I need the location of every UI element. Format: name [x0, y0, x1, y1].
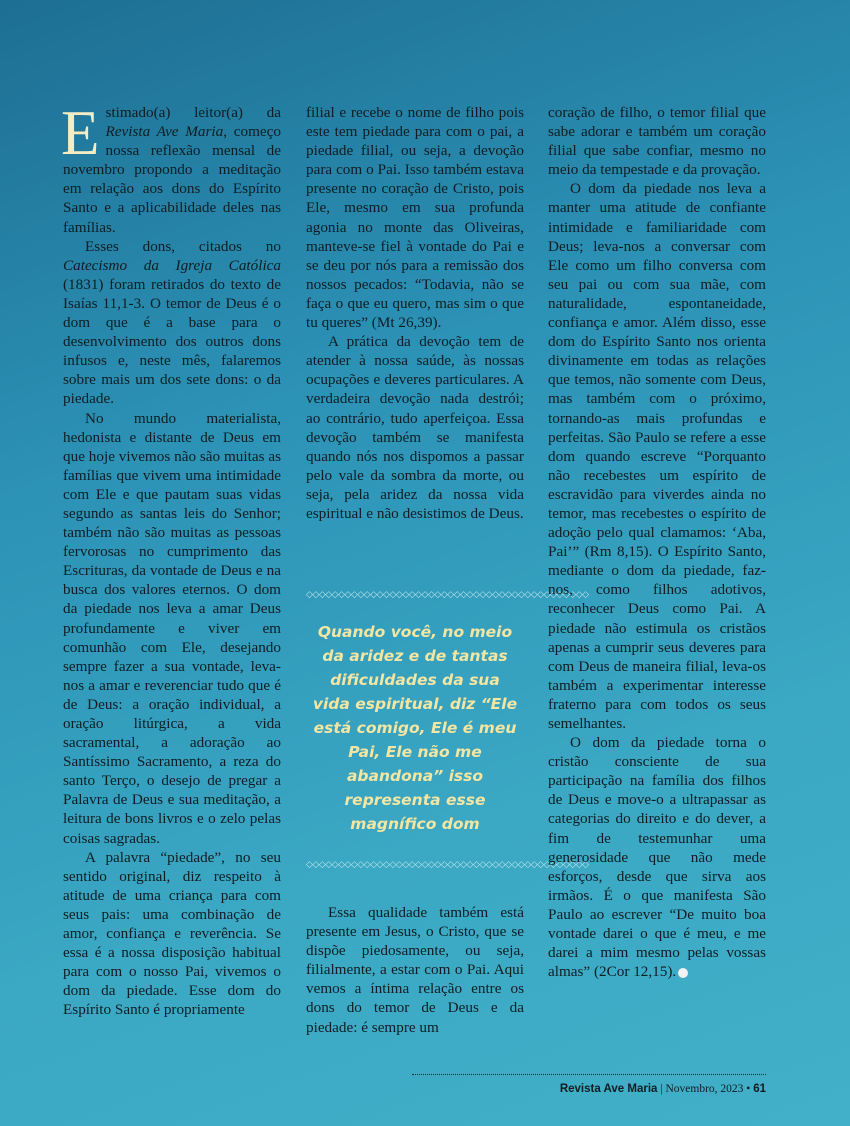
column-2-continued: [306, 903, 524, 1037]
magazine-name: Revista Ave Maria: [105, 123, 224, 141]
paragraph: filial e recebe o nome de filho pois este tem piedade para com o pai, a piedade filial, ou seja, a devoção para com o Pai. Isso também estava presente no coração de Cristo, pois Ele, mesmo em sua profunda agonia no monte das Oliveiras, manteve-se fiel à vontade do Pai e se deu por nós para a remissão dos nossos pecados: “Todavia, não se faça o que eu quero, mas sim o que tu queres” (Mt 26,39).: [306, 104, 524, 332]
pull-quote: Quando você, no meio da aridez e de tantas dificuldades da sua vida espiritual, diz “Ele está comigo, Ele é meu Pai, Ele não me abandona” isso representa esse magnífico dom: [312, 623, 518, 833]
paragraph: O dom da piedade nos leva a manter uma atitude de confiante intimidade e familiaridade com Deus; leva-nos a conversar com Ele como um filho conversa com seu pai ou com sua mãe, com naturalidade, espontaneidade, confiança e amor. Além disso, esse dom do Espírito Santo nos orienta divinamente em todas as relações que temos, não somente com Deus, mas também com o próximo, tornando-as mais profundas e perfeitas. São Paulo se refere a esse dom quando escreve “Porquanto não recebestes um espírito de escravidão para viverdes ainda no temor, mas recebestes o espírito de adoção pelo qual clamamos: ‘Aba, Pai’” (Rm 8,15). O Espírito Santo, mediante o dom da piedade, faz-nos, como filhos adotivos, reconhecer Deus como Pai. A piedade não estimula os cristãos apenas a cumprir seus deveres para com Deus de maneira filial, leva-os também a experimentar interesse fraterno para com todos os seus semelhantes.: [548, 180, 766, 732]
paragraph: A prática da devoção tem de atender à nossa saúde, às nossas ocupações e deveres particulares. A verdadeira devoção nada destrói; ao contrário, tudo aperfeiçoa. Essa devoção também se manifesta quando nós nos dispomos a passar pelo vale da sombra da morte, ou seja, pela aridez da nossa vida espiritual e não desistimos de Deus.: [306, 333, 524, 522]
ornament-divider-top: ◇◇◇◇◇◇◇◇◇◇◇◇◇◇◇◇◇◇◇◇◇◇◇◇◇◇◇◇◇◇◇◇◇◇◇◇◇◇◇◇◇◇◇◇: [306, 590, 589, 600]
paragraph: Estimado(a) leitor(a) da Revista Ave Maria, começo nossa reflexão mensal de novembro propondo a meditação em relação aos dons do Espírito Santo e a aplicabilidade deles nas famílias.: [61, 98, 281, 236]
page-number: 61: [753, 1083, 766, 1095]
paragraph: Esses dons, citados no Catecismo da Igreja Católica (1831) foram retirados do texto de Isaías 11,1-3. O temor de Deus é o dom que é a base para o desenvolvimento dos outros dons infusos e, neste mês, falaremos sobre mais um dos sete dons: o da piedade.: [63, 237, 281, 408]
column-1: [61, 98, 281, 1020]
paragraph: coração de filho, o temor filial que sabe adorar e também um coração filial que sabe confiar, mesmo no meio da tempestade e da provação.: [548, 104, 766, 179]
paragraph: No mundo materialista, hedonista e distante de Deus em que hoje vivemos não são muitas as famílias que vivem uma intimidade com Ele e que pautam suas vidas segundo as santas leis do Senhor; também não são muitas as pessoas fervorosas no cumprimento das Escrituras, da vontade de Deus e na busca dos valores eternos. O dom da piedade nos leva a amar Deus profundamente e viver em comunhão com Ele, desejando sempre fazer a sua vontade, leva-nos a amar e reverenciar tudo que é de Deus: a oração individual, a oração litúrgica, a vida sacramental, a adoração ao Santíssimo Sacramento, a reza do santo Terço, o desejo de pregar a Palavra de Deus e sua meditação, a leitura de bons livros e o zelo pelas coisas sagradas.: [63, 409, 281, 847]
end-mark-icon: [678, 968, 688, 978]
footer-magazine: Revista Ave Maria: [559, 1083, 658, 1095]
drop-cap: E: [61, 98, 100, 168]
paragraph: Essa qualidade também está presente em Jesus, o Cristo, que se dispõe piedosamente, ou seja, filialmente, a estar com o Pai. Aqui vemos a íntima relação entre os dons do temor de Deus e da piedade: é sempre um: [306, 904, 524, 1036]
paragraph: A palavra “piedade”, no seu sentido original, diz respeito à atitude de uma criança para com seus pais: uma combinação de amor, confiança e reverência. Se essa é a nossa disposição habitual para com o nosso Pai, vivemos o dom da piedade. Esse dom do Espírito Santo é propriamente: [63, 848, 281, 1019]
catechism-title: Catecismo da Igreja Católica: [63, 256, 281, 274]
page-footer: Revista Ave Maria | Novembro, 2023 • 61: [559, 1083, 766, 1095]
footer-divider: [412, 1074, 766, 1075]
column-2: [306, 103, 524, 523]
footer-date: Novembro, 2023: [665, 1083, 744, 1095]
ornament-divider-bottom: ◇◇◇◇◇◇◇◇◇◇◇◇◇◇◇◇◇◇◇◇◇◇◇◇◇◇◇◇◇◇◇◇◇◇◇◇◇◇◇◇◇◇◇◇: [306, 860, 589, 870]
column-3: [548, 103, 766, 981]
paragraph: O dom da piedade torna o cristão consciente de sua participação na família dos filhos de Deus e move-o a ultrapassar as categorias do direito e do dever, a fim de testemunhar uma generosidade que não mede esforços, desde que sirva aos irmãos. É o que manifesta São Paulo ao escrever “De muito boa vontade darei o que é meu, e me darei a mim mesmo pelas vossas almas” (2Cor 12,15).: [548, 734, 766, 981]
